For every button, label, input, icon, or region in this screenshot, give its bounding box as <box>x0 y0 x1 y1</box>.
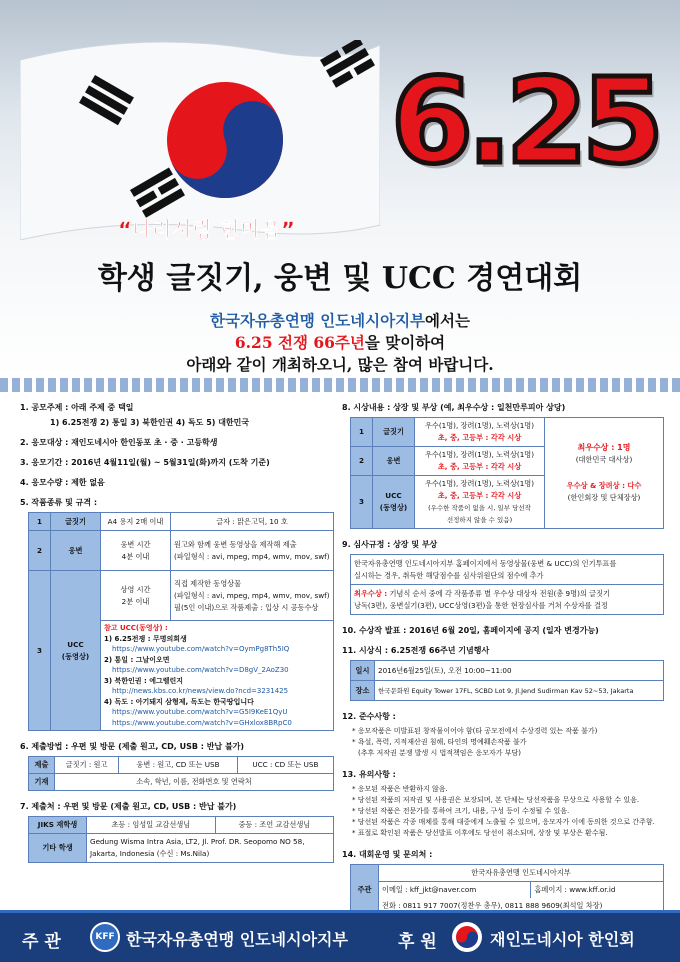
section-2: 2. 응모대상 : 재인도네시아 한인동포 초 · 중 · 고등학생 <box>20 438 218 447</box>
cell: 2 <box>29 531 51 571</box>
intro-war-suffix: 을 맞이하여 <box>364 333 446 352</box>
cell: 일시 <box>351 661 375 681</box>
cell: 웅변 시간 4분 이내 <box>101 531 171 571</box>
cell: 글짓기 <box>373 418 415 447</box>
award-table <box>350 417 664 529</box>
note-5: * 표절로 확인된 작품은 당선발표 이후에도 당선이 취소되며, 상장 및 부상은 환수됨. <box>352 829 608 837</box>
cell: 제출 <box>29 757 55 774</box>
intro-text <box>0 310 680 376</box>
award-side-cell <box>545 418 664 529</box>
section-1-items: 1) 6.25전쟁 2) 통일 3) 북한인권 4) 독도 5) 대한민국 <box>50 418 250 427</box>
submit-place-table <box>28 816 334 863</box>
cell: 중등 : 조언 교감선생님 <box>215 817 333 834</box>
submission-table <box>28 756 334 791</box>
section-6: 6. 제출방법 : 우편 및 방문 (제출 원고, CD, USB : 반납 불가) <box>20 742 245 751</box>
cell: 기타 학생 <box>29 834 87 863</box>
cell: 장소 <box>351 681 375 701</box>
cell: 소속, 학년, 이름, 전화번호 및 연락처 <box>55 774 334 791</box>
cell: 글짓기 <box>51 513 101 531</box>
kff-logo-icon: KFF <box>90 922 120 952</box>
cell: 초등 : 임성일 교감선생님 <box>87 817 216 834</box>
intro-line3: 아래와 같이 개최하오니, 많은 참여 바랍니다. <box>186 355 494 374</box>
ref-title: 참고 UCC(동영상) : <box>104 624 168 632</box>
cell: 원고와 함께 웅변 동영상을 제작해 제출 (파일형식 : avi, mpeg, mp4, wmv, mov, swf) <box>171 531 334 571</box>
contact-email[interactable]: 이메일 : kff_jkt@naver.com <box>379 882 531 899</box>
cell: 글자 : 맑은고딕, 10 호 <box>171 513 334 531</box>
cell: 상영 시간 2분 이내 <box>101 571 171 621</box>
ref-3-link[interactable]: http://news.kbs.co.kr/news/view.do?ncd=3231425 <box>112 687 289 695</box>
cell: 3 <box>29 571 51 731</box>
note-1: * 응모된 작품은 반환하지 않음. <box>352 785 448 793</box>
section-1: 1. 공모주제 : 아래 주제 중 택일 <box>20 403 134 412</box>
award-b: 초, 중, 고등부 : 각각 시상 <box>437 433 522 442</box>
section-5: 5. 작품종류 및 규격 : <box>20 498 98 507</box>
cell: JIKS 재학생 <box>29 817 87 834</box>
cell: 2 <box>351 447 373 476</box>
award-b: 초, 중, 고등부 : 각각 시상 <box>437 491 522 500</box>
award-b: 초, 중, 고등부 : 각각 시상 <box>437 462 522 471</box>
section-10: 10. 수상작 발표 : 2016년 6월 20일, 홈페이지에 공지 (일자 변경가능) <box>342 626 599 635</box>
intro-org-suffix: 에서는 <box>425 311 470 330</box>
rule-2: * 욕설, 폭력, 지적재산권 침해, 타인의 명예훼손작품 불가 <box>352 738 527 746</box>
cell: Gedung Wisma Intra Asia, LT2, Jl. Prof. DR. Seopomo NO 58, Jakarta, Indonesia (수신 : Ms.Nila) <box>87 834 334 863</box>
cell <box>415 476 545 529</box>
award-a: 우수(1명), 장려(1명), 노력상(1명) <box>424 450 535 459</box>
judging-text: 기념식 순서 중에 각 작품종류 별 우수상 대상자 전원(총 9명)의 글짓기 낭독(3편), 웅변실기(3편), UCC상영(3편)을 통한 현장심사를 거쳐 수상자를 결정 <box>354 588 610 610</box>
note-3: * 당선된 작품은 전문가를 통하여 크기, 내용, 구성 등이 수정될 수 있음. <box>352 807 570 815</box>
page-title: 학생 글짓기, 웅변 및 UCC 경연대회 <box>97 261 583 296</box>
cell: A4 용지 2매 이내 <box>101 513 171 531</box>
right-column <box>342 398 664 915</box>
sponsor-name: 재인도네시아 한인회 <box>490 930 635 949</box>
award-a: 우수(1명), 장려(1명), 노력상(1명) <box>424 479 535 488</box>
note-2: * 당선된 작품의 저작권 및 사용권은 보장되며, 본 단체는 당선작품을 무상으로 사용할 수 있음. <box>352 796 640 804</box>
rule-3: (추후 저작권 분쟁 발생 시 법적책임은 응모자가 부담) <box>358 749 522 757</box>
section-14: 14. 대회운영 및 문의처 : <box>342 850 433 859</box>
cell: 1 <box>351 418 373 447</box>
slogan: “나라사랑 한마음” <box>118 218 295 242</box>
other-award-sub: (한인회장 및 단체장상) <box>567 493 641 502</box>
section-11: 11. 시상식 : 6.25전쟁 66주년 기념행사 <box>342 646 490 655</box>
rule-1: * 응모작품은 미발표된 창작물이어야 함(타 공모전에서 수상경력 있는 작품 불가) <box>352 727 598 735</box>
cell: 3 <box>351 476 373 529</box>
section-12: 12. 준수사항 : <box>342 712 396 721</box>
cell: UCC (동영상) <box>373 476 415 529</box>
section-8: 8. 시상내용 : 상장 및 부상 (예, 최우수상 : 일천만루피아 상당) <box>342 403 566 412</box>
sponsor-label: 후 원 <box>398 932 437 952</box>
host-label: 주 관 <box>22 932 61 952</box>
cell: 1 <box>29 513 51 531</box>
big-date-title: 6.25 <box>390 52 658 190</box>
cell: 기재 <box>29 774 55 791</box>
contact-homepage[interactable]: 홈페이지 : www.kff.or.id <box>531 882 664 899</box>
cell: UCC (동영상) <box>51 571 101 731</box>
judging-table <box>350 554 664 615</box>
cell: 한국문화원 Equity Tower 17FL, SCBD Lot 9, Jl.Jend Sudirman Kav 52~53, Jakarta <box>375 681 664 701</box>
host-name: 한국자유총연맹 인도네시아지부 <box>126 930 348 949</box>
other-award: 우수상 & 장려상 : 다수 <box>566 481 642 490</box>
ref-1: 1) 6.25전쟁 : 무명의희생 <box>104 634 187 643</box>
cell <box>415 418 545 447</box>
ref-2: 2) 통일 : 그날이오면 <box>104 655 170 664</box>
ceremony-table <box>350 660 664 701</box>
award-c: (우수한 작품이 없을 시, 일부 당선작 선정하지 않을 수 있음) <box>428 504 531 524</box>
judging-label: 최우수상 : <box>354 588 388 598</box>
korean-association-logo-icon <box>452 922 482 952</box>
ucc-reference-cell <box>101 621 334 731</box>
section-7: 7. 제출처 : 우편 및 방문 (제출 원고, CD, USB : 반납 불가) <box>20 802 237 811</box>
korean-flag-image <box>20 40 380 240</box>
entry-type-table <box>28 512 334 731</box>
ref-3: 3) 북한인권 : 에그렐린지 <box>104 676 184 685</box>
cell: 주관 <box>351 865 379 915</box>
ref-2-link[interactable]: https://www.youtube.com/watch?v=D8gV_2AoZ30 <box>112 666 289 674</box>
ref-4: 4) 독도 : 아기돼지 삼형제, 독도는 한국땅입니다 <box>104 697 254 706</box>
cell: 글짓기 : 원고 <box>55 757 119 774</box>
hero-banner <box>0 0 680 378</box>
footer <box>0 910 680 962</box>
section-9: 9. 심사규정 : 상장 및 부상 <box>342 540 438 549</box>
left-column <box>20 398 336 863</box>
top-award: 최우수상 : 1명 <box>577 443 631 452</box>
section-13: 13. 유의사항 : <box>342 770 396 779</box>
cell: 한국자유총연맹 인도네시아지부 홈페이지에서 동영상물(웅변 & UCC)의 인기투표를 실시하는 경우, 취득한 해당점수를 심사위원단의 점수에 추가 <box>351 555 664 585</box>
cell: 웅변 <box>373 447 415 476</box>
intro-war: 6.25 전쟁 66주년 <box>234 333 365 352</box>
cell <box>415 447 545 476</box>
cell: UCC : CD 또는 USB <box>237 757 333 774</box>
divider <box>0 378 680 392</box>
ref-1-link[interactable]: https://www.youtube.com/watch?v=OymPg8Th5IQ <box>112 645 290 653</box>
top-award-sub: (대한민국 대사상) <box>575 455 633 464</box>
ref-4-link[interactable]: https://www.youtube.com/watch?v=G5I9KeE1QyU <box>112 708 288 716</box>
cell: 웅변 <box>51 531 101 571</box>
note-4: * 당선된 작품은 각종 매체를 통해 대중에게 노출될 수 있으며, 응모자가 이에 동의한 것으로 간주함. <box>352 818 655 826</box>
cell: 한국자유총연맹 인도네시아지부 <box>379 865 664 882</box>
ref-4-link-2[interactable]: https://www.youtube.com/watch?v=GHxlox8BRpC0 <box>112 718 292 727</box>
cell <box>351 585 664 615</box>
award-a: 우수(1명), 장려(1명), 노력상(1명) <box>424 421 535 430</box>
contact-table <box>350 864 664 915</box>
intro-org: 한국자유총연맹 인도네시아지부 <box>210 311 426 330</box>
cell: 2016년6월25일(토), 오전 10:00~11:00 <box>375 661 664 681</box>
section-4: 4. 응모수량 : 제한 없음 <box>20 478 105 487</box>
cell: 웅변 : 원고, CD 또는 USB <box>119 757 238 774</box>
contact-phone: 전화 : 0811 917 7007(정찬우 총무), 0811 888 9609(최석일 차장) <box>379 898 664 915</box>
cell: 직접 제작한 동영상물 (파일형식 : avi, mpeg, mp4, wmv, mov, swf) 필(5인 이내)으로 작품제출 : 입상 시 공동수상 <box>171 571 334 621</box>
section-3: 3. 응모기간 : 2016년 4월11일(월) ~ 5월31일(화)까지 (도착 기준) <box>20 458 270 467</box>
